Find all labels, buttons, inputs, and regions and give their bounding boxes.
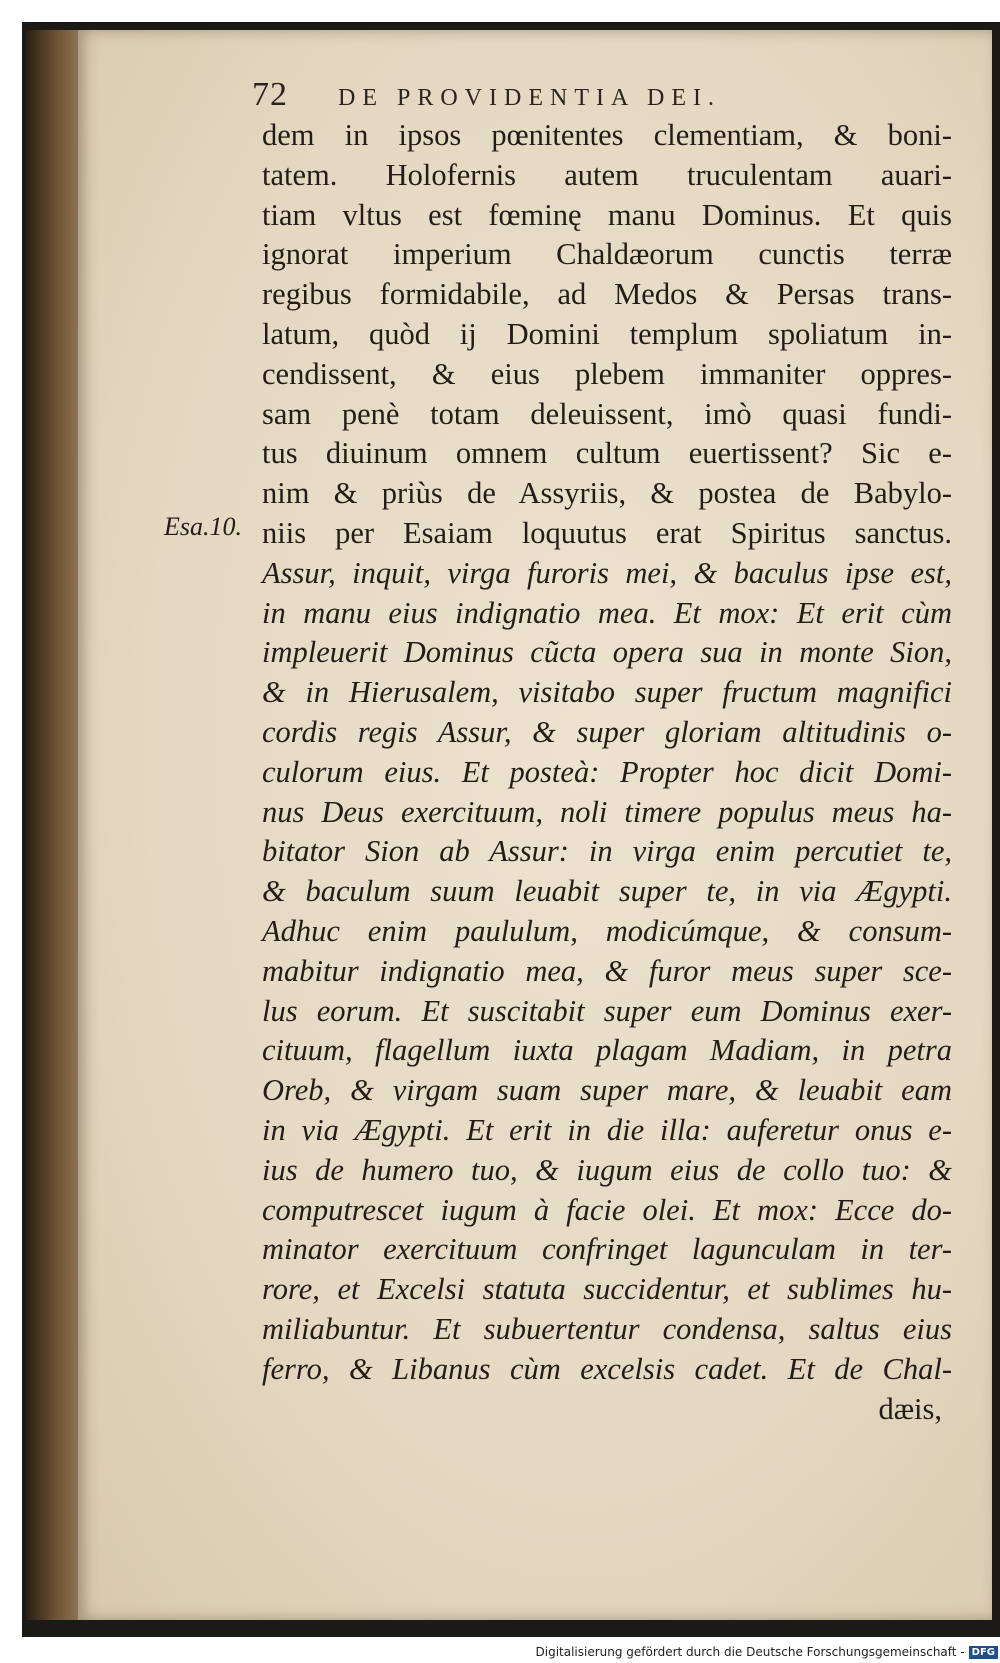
text-line: & baculum suum leuabit super te, in via Ægypti. [262,874,952,909]
text-line: ferro, & Libanus cùm excelsis cadet. Et de Chal- [262,1351,952,1386]
text-line: bitator Sion ab Assur: in virga enim percutiet te, [262,834,952,869]
text-line: & in Hierusalem, visitabo super fructum magnifici [262,675,952,710]
text-line: latum, quòd ij Domini templum spoliatum in- [262,316,952,351]
text-line: ius de humero tuo, & iugum eius de collo tuo: & [262,1152,952,1187]
page-number: 72 [252,76,288,113]
text-line: impleuerit Dominus cũcta opera sua in monte Sion, [262,635,952,670]
text-line: dem in ipsos pœnitentes clementiam, & boni- [262,118,952,152]
credit-text: Digitalisierung gefördert durch die Deutsche Forschungsgemeinschaft - [535,1645,965,1659]
text-line: niis per Esaiam loquutus erat Spiritus sanctus. [262,515,952,550]
dfg-logo: DFG [969,1646,998,1659]
text-line: regibus formidabile, ad Medos & Persas trans- [262,277,952,312]
text-line: mabitur indignatio mea, & furor meus super sce- [262,953,952,988]
running-head [252,76,852,116]
text-line: ignorat imperium Chaldæorum cunctis terræ [262,237,952,272]
text-line: miliabuntur. Et subuertentur condensa, saltus eius [262,1311,952,1346]
text-line: computrescet iugum à facie olei. Et mox: Ecce do- [262,1192,952,1227]
text-line: cendissent, & eius plebem immaniter oppres- [262,356,952,391]
body-text [262,116,952,1429]
text-line: nus Deus exercituum, noli timere populus meus ha- [262,794,952,829]
text-line: Adhuc enim paululum, modicúmque, & consum- [262,913,952,948]
text-line: rore, et Excelsi statuta succidentur, et sublimes hu- [262,1272,952,1307]
text-line: nim & priùs de Assyriis, & postea de Babylo- [262,476,952,511]
digitization-credit [536,1641,1000,1663]
text-line: lus eorum. Et suscitabit super eum Dominus exer- [262,993,952,1028]
text-line: cordis regis Assur, & super gloriam altitudinis o- [262,714,952,749]
marginal-note: Esa.10. [164,512,242,541]
text-line: cituum, flagellum iuxta plagam Madiam, in petra [262,1033,952,1068]
text-line: in via Ægypti. Et erit in die illa: auferetur onus e- [262,1112,952,1147]
page-gutter [26,30,80,1620]
text-line: tatem. Holofernis autem truculentam auari- [262,157,952,192]
text-line: minator exercituum confringet lagunculam in ter- [262,1232,952,1267]
catchword: dæis, [878,1391,942,1426]
text-line: sam penè totam deleuissent, imò quasi fundi- [262,396,952,431]
text-line: in manu eius indignatio mea. Et mox: Et erit cùm [262,595,952,630]
running-title: DE PROVIDENTIA DEI. [338,85,721,111]
text-line: tiam vltus est fœminę manu Dominus. Et quis [262,197,952,232]
text-line: Oreb, & virgam suam super mare, & leuabit eam [262,1073,952,1108]
text-line: Assur, inquit, virga furoris mei, & baculus ipse est, [262,555,952,590]
text-line: tus diuinum omnem cultum euertissent? Sic e- [262,436,952,471]
text-line: culorum eius. Et posteà: Propter hoc dicit Domi- [262,754,952,789]
